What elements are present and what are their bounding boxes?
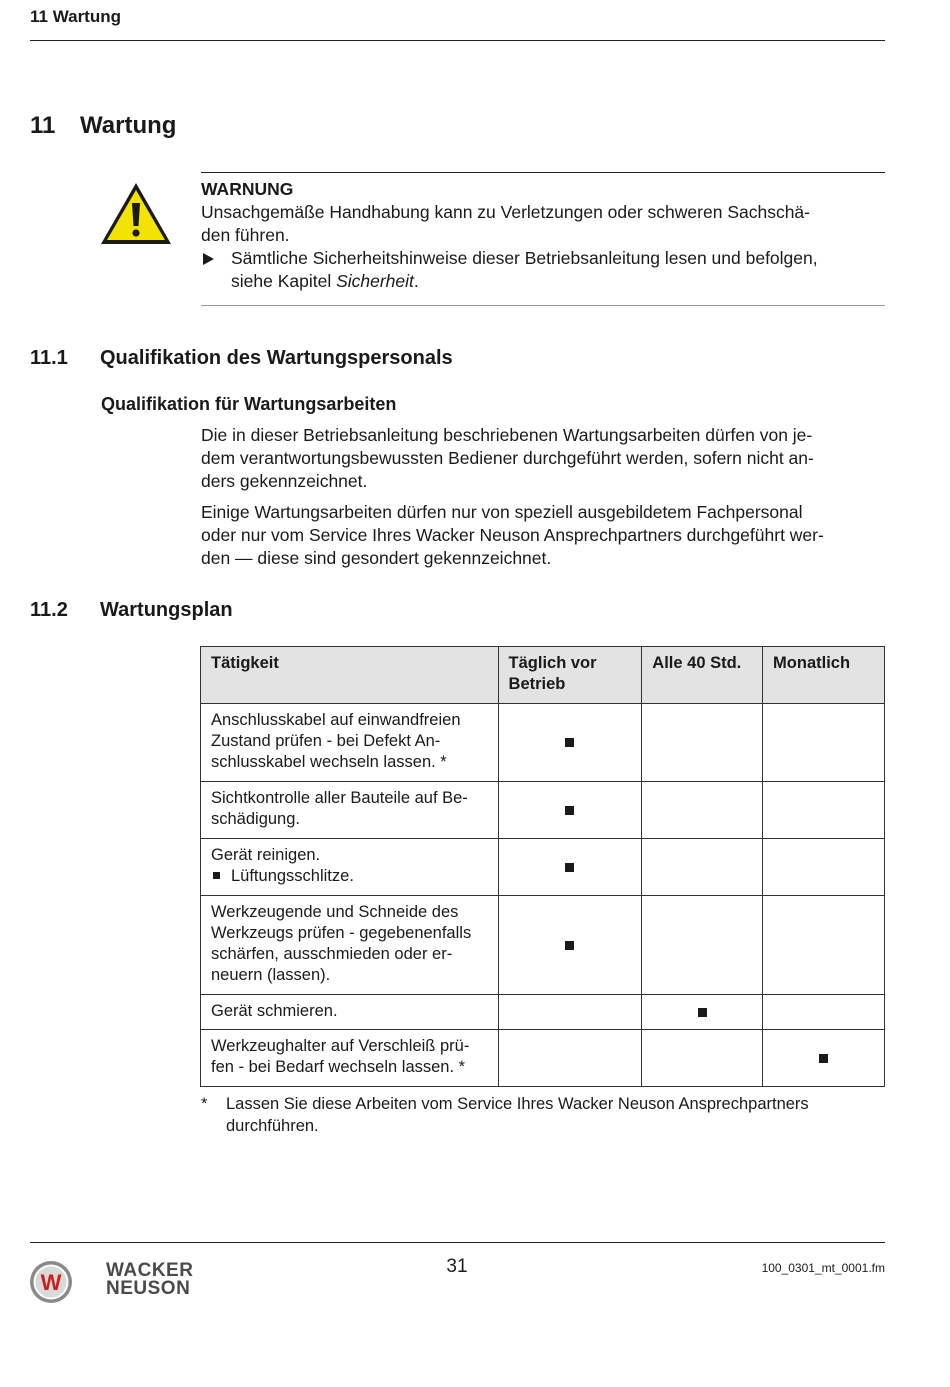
- wordmark-line: NEUSON: [106, 1278, 191, 1299]
- cell-line: Zustand prüfen - bei Defekt An-: [211, 732, 441, 750]
- footnote-line: durchführen.: [226, 1117, 319, 1135]
- interval-cell: [642, 704, 763, 782]
- interval-cell: [642, 839, 763, 896]
- header-line: Täglich vor: [508, 654, 597, 672]
- interval-cell: [498, 1030, 642, 1087]
- interval-mark-icon: [565, 941, 574, 950]
- activity-cell: [201, 1030, 499, 1087]
- table-footnote: [201, 1093, 885, 1137]
- warning-top-rule: [201, 172, 885, 173]
- paragraph: [201, 501, 885, 570]
- activity-cell: [201, 839, 499, 896]
- warning-bottom-rule: [201, 305, 885, 306]
- column-header: Tätigkeit: [201, 647, 499, 704]
- subheading-qualification: Qualifikation für Wartungsarbeiten: [101, 394, 397, 414]
- cell-line: schlusskabel wechseln lassen. *: [211, 753, 447, 771]
- wacker-neuson-logo-icon: [29, 1260, 73, 1304]
- footnote-line: Lassen Sie diese Arbeiten vom Service Ihres Wacker Neuson Ansprechpartners: [226, 1095, 809, 1113]
- interval-mark-icon: [698, 1008, 707, 1017]
- interval-cell: [642, 896, 763, 995]
- interval-mark-icon: [565, 806, 574, 815]
- warning-action: [201, 247, 885, 293]
- activity-cell: [201, 896, 499, 995]
- interval-cell: [763, 995, 885, 1030]
- column-header: Alle 40 Std.: [642, 647, 763, 704]
- qualification-text: [201, 424, 885, 578]
- cell-line: fen - bei Bedarf wechseln lassen. *: [211, 1058, 466, 1076]
- text-line: den — diese sind gesondert gekennzeichnet.: [201, 548, 552, 568]
- warning-title: WARNUNG: [201, 179, 294, 199]
- interval-mark-icon: [565, 738, 574, 747]
- warning-triangle-icon: [99, 181, 173, 247]
- interval-cell: [498, 839, 642, 896]
- section-title: Wartungsplan: [100, 599, 233, 621]
- cell-line: Gerät schmieren.: [211, 1002, 338, 1020]
- wordmark-line: WACKER: [106, 1260, 194, 1281]
- header-rule: [30, 40, 885, 41]
- text-line: Die in dieser Betriebsanleitung beschriebenen Wartungsarbeiten dürfen von je-: [201, 425, 813, 445]
- cell-line: Gerät reinigen.: [211, 846, 321, 864]
- interval-cell: [763, 896, 885, 995]
- interval-cell: [763, 839, 885, 896]
- square-bullet-icon: [213, 872, 220, 879]
- bullet-arrow-icon: [203, 253, 214, 265]
- logo-mark-letter: W: [40, 1270, 62, 1295]
- table-row: [201, 1030, 885, 1087]
- interval-cell: [498, 995, 642, 1030]
- footnote-text: [201, 1093, 885, 1137]
- chapter-title-text: Wartung: [80, 112, 177, 139]
- cell-line: schärfen, ausschmieden oder er-: [211, 945, 453, 963]
- cell-line: neuern (lassen).: [211, 966, 331, 984]
- maintenance-table: [200, 646, 885, 1087]
- interval-cell: [763, 782, 885, 839]
- warning-text-line: den führen.: [201, 225, 290, 245]
- warning-action-suffix: .: [413, 271, 419, 291]
- section-number: 11.1: [30, 347, 68, 369]
- warning-action-prefix: siehe Kapitel: [231, 271, 337, 291]
- warning-block: [201, 178, 885, 293]
- interval-cell: [498, 896, 642, 995]
- section-number: 11.2: [30, 599, 68, 621]
- chapter-number: 11: [30, 112, 56, 139]
- page-number: 31: [446, 1256, 468, 1277]
- text-line: ders gekennzeichnet.: [201, 471, 368, 491]
- footnote-symbol: *: [201, 1095, 208, 1113]
- interval-cell: [763, 1030, 885, 1087]
- warning-action-line: Sämtliche Sicherheitshinweise dieser Betriebsanleitung lesen und befolgen,: [231, 248, 818, 268]
- footer-rule: [30, 1242, 885, 1243]
- document-id: 100_0301_mt_0001.fm: [761, 1261, 885, 1275]
- column-header: [498, 647, 642, 704]
- warning-text-line: Unsachgemäße Handhabung kann zu Verletzungen oder schweren Sachschä-: [201, 202, 810, 222]
- text-line: oder nur vom Service Ihres Wacker Neuson Ansprechpartners durchgeführt wer-: [201, 525, 824, 545]
- paragraph: [201, 424, 885, 493]
- warning-action-line: [231, 270, 885, 293]
- table-row: [201, 995, 885, 1030]
- safety-chapter-link[interactable]: Sicherheit: [336, 271, 414, 291]
- cell-line: schädigung.: [211, 810, 300, 828]
- table-row: [201, 896, 885, 995]
- column-header: Monatlich: [763, 647, 885, 704]
- running-head: 11 Wartung: [30, 7, 121, 26]
- interval-mark-icon: [565, 863, 574, 872]
- activity-cell: [201, 704, 499, 782]
- section-heading-qualification: [30, 347, 453, 370]
- brand-wordmark: [106, 1262, 193, 1298]
- chapter-title: [30, 112, 176, 140]
- section-title: Qualifikation des Wartungspersonals: [100, 347, 453, 369]
- table-row: [201, 839, 885, 896]
- table-header-row: [201, 647, 885, 704]
- text-line: dem verantwortungsbewussten Bediener durchgeführt werden, sofern nicht an-: [201, 448, 814, 468]
- text-line: Einige Wartungsarbeiten dürfen nur von speziell ausgebildetem Fachpersonal: [201, 502, 803, 522]
- interval-cell: [498, 782, 642, 839]
- cell-line: Werkzeughalter auf Verschleiß prü-: [211, 1037, 470, 1055]
- table-row: [201, 704, 885, 782]
- cell-line: Werkzeugende und Schneide des: [211, 903, 459, 921]
- sub-item: [211, 866, 488, 887]
- cell-line: Werkzeugs prüfen - gegebenenfalls: [211, 924, 472, 942]
- cell-line: Sichtkontrolle aller Bauteile auf Be-: [211, 789, 468, 807]
- cell-line: Anschlusskabel auf einwandfreien: [211, 711, 461, 729]
- activity-cell: [201, 782, 499, 839]
- interval-cell: [642, 995, 763, 1030]
- interval-cell: [642, 1030, 763, 1087]
- sub-item-text: Lüftungsschlitze.: [231, 867, 354, 885]
- section-heading-maintenance-plan: [30, 599, 233, 622]
- interval-cell: [498, 704, 642, 782]
- header-line: Betrieb: [508, 675, 566, 693]
- table-row: [201, 782, 885, 839]
- interval-cell: [763, 704, 885, 782]
- interval-mark-icon: [819, 1054, 828, 1063]
- activity-cell: [201, 995, 499, 1030]
- interval-cell: [642, 782, 763, 839]
